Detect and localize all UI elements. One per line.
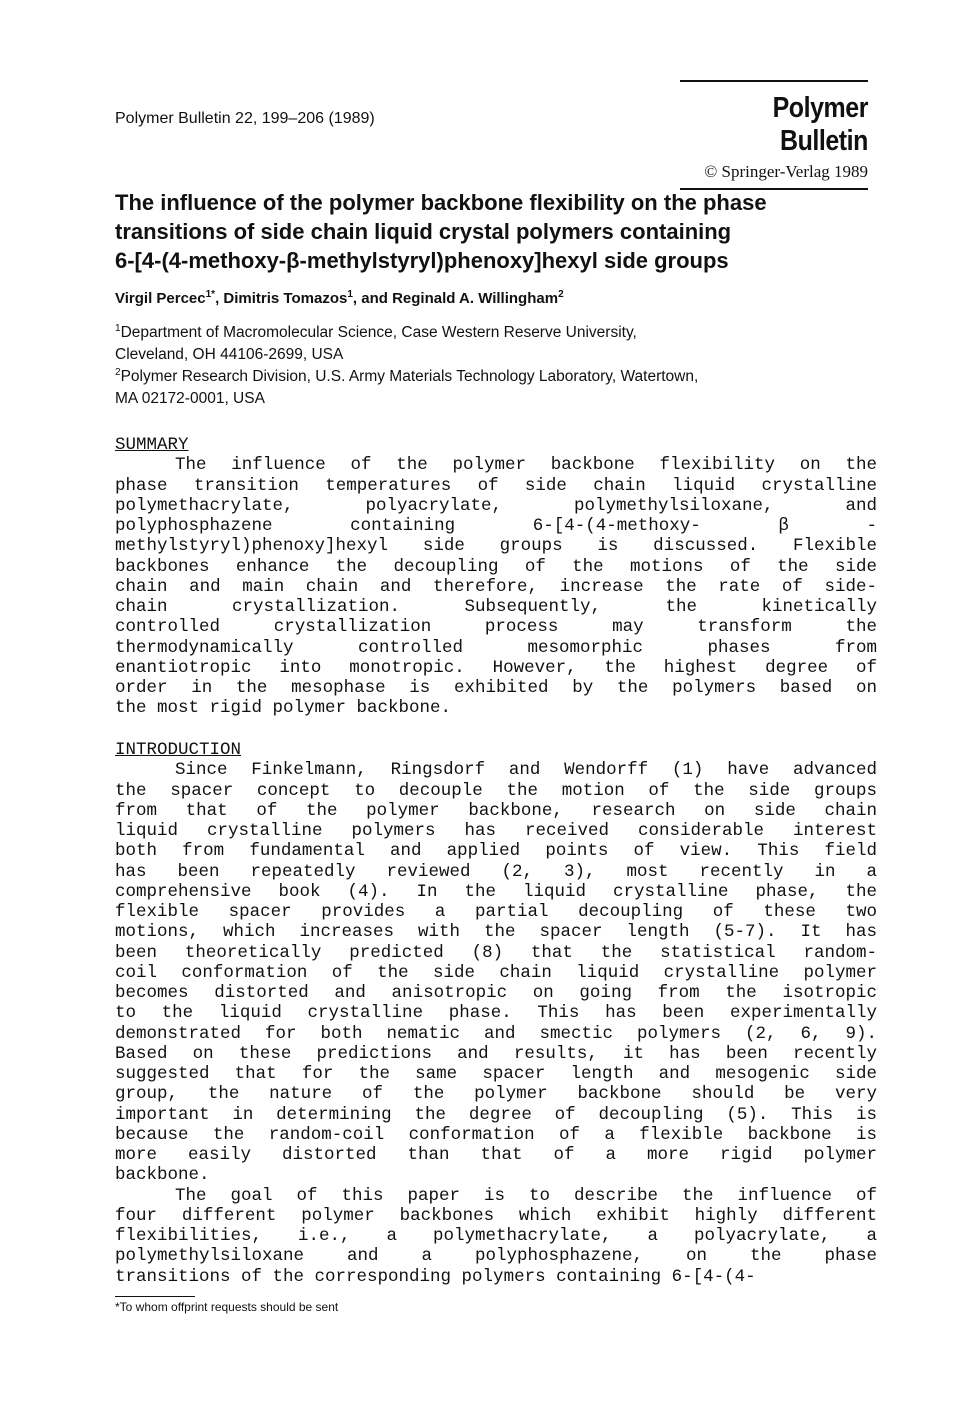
text-line: flexibilities, i.e., a polymethacrylate, a polyacrylate, a bbox=[115, 1226, 877, 1246]
summary-heading: SUMMARY bbox=[115, 435, 189, 455]
text-line: because the random-coil conformation of a flexible backbone is bbox=[115, 1124, 877, 1145]
author-separator: , bbox=[215, 290, 224, 307]
text-line: demonstrated for both nematic and smectic polymers (2, 6, 9). bbox=[115, 1023, 877, 1044]
author-name: Virgil Percec bbox=[115, 290, 206, 307]
text-line: been theoretically predicted (8) that the statistical random- bbox=[115, 942, 877, 963]
introduction-section bbox=[115, 740, 877, 1287]
title-line: The influence of the polymer backbone flexibility on the phase bbox=[115, 190, 767, 215]
copyright-notice: © Springer-Verlag 1989 bbox=[704, 162, 868, 181]
text-line: Since Finkelmann, Ringsdorf and Wendorff (1) have advanced bbox=[175, 760, 877, 781]
text-line: liquid crystalline polymers has received considerable interest bbox=[115, 821, 877, 841]
affiliation-line bbox=[115, 322, 698, 344]
journal-masthead bbox=[680, 80, 868, 190]
text-line: controlled crystallization process may transform the bbox=[115, 617, 877, 638]
text-line: to the liquid crystalline phase. This has been experimentally bbox=[115, 1003, 877, 1024]
journal-name: Polymer Bulletin bbox=[772, 92, 868, 157]
text-line: from that of the polymer backbone, research on side chain bbox=[115, 800, 877, 821]
author-name: Dimitris Tomazos bbox=[223, 290, 348, 307]
author-name: Reginald A. Willingham bbox=[392, 290, 559, 307]
text-line: polymethacrylate, polyacrylate, polymethylsiloxane, and bbox=[115, 495, 877, 516]
affiliation-text: Polymer Research Division, U.S. Army Materials Technology Laboratory, Watertown, bbox=[120, 368, 699, 385]
affiliation-mark: 1 bbox=[115, 323, 121, 334]
affiliation-text: Department of Macromolecular Science, Case Western Reserve University, bbox=[120, 324, 637, 341]
text-line: backbones enhance the decoupling of the motions of the side bbox=[115, 556, 877, 577]
affiliation-line bbox=[115, 366, 698, 388]
summary-text bbox=[115, 455, 877, 718]
masthead-top-rule bbox=[680, 80, 868, 82]
summary-section bbox=[115, 435, 877, 719]
author-separator: , and bbox=[352, 290, 393, 307]
title-line: transitions of side chain liquid crystal polymers containing bbox=[115, 219, 732, 244]
paper-title bbox=[115, 188, 875, 275]
affiliation-text: Cleveland, OH 44106-2699, USA bbox=[115, 346, 344, 363]
text-line: order in the mesophase is exhibited by the polymers based on bbox=[115, 678, 877, 698]
text-line: The influence of the polymer backbone flexibility on the bbox=[175, 455, 877, 476]
text-line: flexible spacer provides a partial decoupling of these two bbox=[115, 902, 877, 922]
author-affiliation-mark: 2 bbox=[558, 289, 564, 300]
footnote-rule bbox=[115, 1296, 195, 1297]
author-list bbox=[115, 290, 564, 307]
text-line: Based on these predictions and results, it has been recently bbox=[115, 1043, 877, 1064]
text-line: becomes distorted and anisotropic on going from the isotropic bbox=[115, 983, 877, 1003]
text-line: the spacer concept to decouple the motion of the side groups bbox=[115, 780, 877, 801]
journal-citation: Polymer Bulletin 22, 199–206 (1989) bbox=[115, 110, 375, 127]
text-line: coil conformation of the side chain liquid crystalline polymer bbox=[115, 962, 877, 983]
text-line: important in determining the degree of decoupling (5). This is bbox=[115, 1104, 877, 1125]
title-line: 6-[4-(4-methoxy-β-methylstyryl)phenoxy]hexyl side groups bbox=[115, 248, 729, 273]
text-line: methylstyryl)phenoxy]hexyl side groups is discussed. Flexible bbox=[115, 536, 877, 557]
text-line: thermodynamically controlled mesomorphic phases from bbox=[115, 637, 877, 658]
text-line: group, the nature of the polymer backbone should be very bbox=[115, 1084, 877, 1105]
text-line: more easily distorted than that of a more rigid polymer bbox=[115, 1145, 877, 1165]
text-line: suggested that for the same spacer length and mesogenic side bbox=[115, 1064, 877, 1084]
text-line: transitions of the corresponding polymers containing 6-[4-(4- bbox=[115, 1266, 756, 1287]
introduction-heading: INTRODUCTION bbox=[115, 740, 242, 760]
text-line: both from fundamental and applied points of view. This field bbox=[115, 841, 877, 862]
text-line: polyphosphazene containing 6-[4-(4-methoxy- β - bbox=[115, 516, 877, 536]
text-line: polymethylsiloxane and a polyphosphazene, on the phase bbox=[115, 1246, 877, 1267]
text-line: chain crystallization. Subsequently, the kinetically bbox=[115, 597, 877, 617]
text-line: has been repeatedly reviewed (2, 3), most recently in a bbox=[115, 861, 877, 882]
text-line: motions, which increases with the spacer length (5-7). It has bbox=[115, 922, 877, 943]
text-line: comprehensive book (4). In the liquid crystalline phase, the bbox=[115, 881, 877, 902]
affiliation-text: MA 02172-0001, USA bbox=[115, 390, 265, 407]
text-line: chain and main chain and therefore, increase the rate of side- bbox=[115, 576, 877, 597]
affiliation-line bbox=[115, 344, 698, 366]
text-line: backbone. bbox=[115, 1165, 210, 1186]
text-line: phase transition temperatures of side chain liquid crystalline bbox=[115, 475, 877, 496]
affiliations bbox=[115, 322, 698, 410]
author-affiliation-mark: 1* bbox=[205, 289, 216, 300]
footnote: *To whom offprint requests should be sent bbox=[115, 1300, 339, 1314]
affiliation-line bbox=[115, 388, 698, 410]
text-line: the most rigid polymer backbone. bbox=[115, 698, 452, 719]
text-line: four different polymer backbones which exhibit highly different bbox=[115, 1205, 877, 1226]
author-affiliation-mark: 1 bbox=[347, 289, 353, 300]
text-line: enantiotropic into monotropic. However, the highest degree of bbox=[115, 657, 877, 678]
introduction-text bbox=[115, 760, 877, 1287]
text-line: The goal of this paper is to describe the influence of bbox=[175, 1185, 877, 1206]
affiliation-mark: 2 bbox=[115, 367, 121, 378]
